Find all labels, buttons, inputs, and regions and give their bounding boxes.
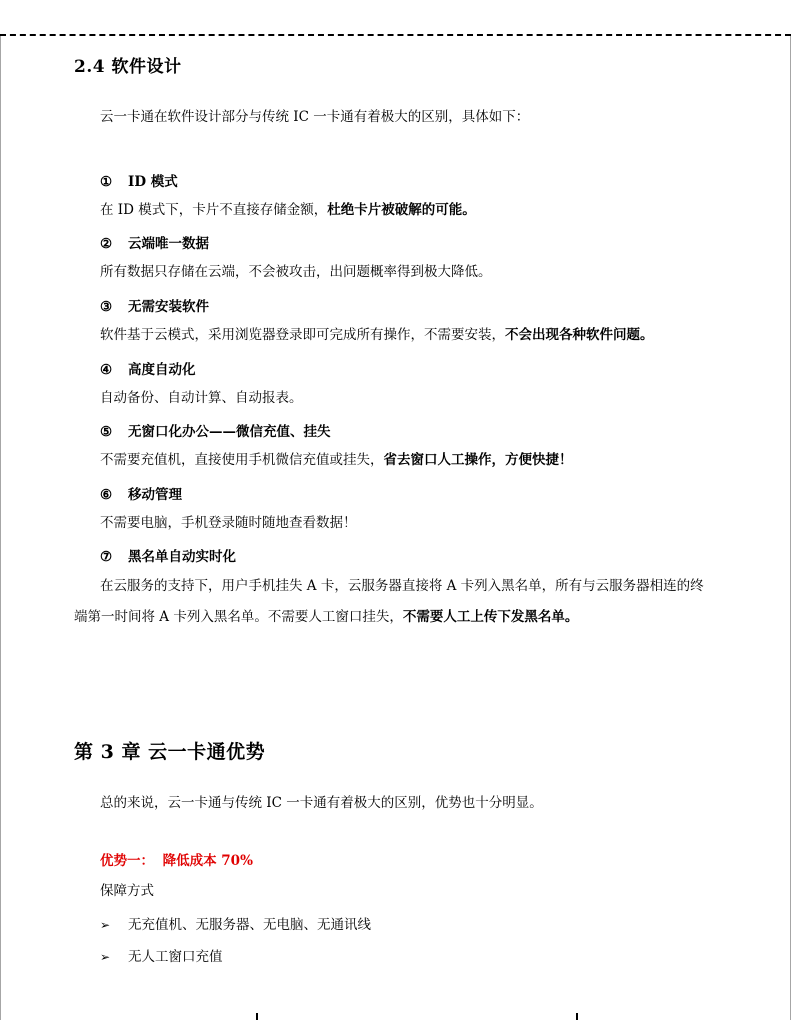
item-number: ③ [100, 299, 113, 315]
chapter-intro: 总的来说，云一卡通与传统 IC 一卡通有着极大的区别，优势也十分明显。 [100, 795, 543, 811]
item-title: 高度自动化 [128, 362, 196, 378]
item-body-bold: 不需要人工上传下发黑名单。 [402, 609, 579, 625]
arrow-bullet-icon: ➢ [100, 950, 111, 964]
item-heading-4 [100, 358, 196, 378]
chapter-heading: 第 3 章 云一卡通优势 [74, 741, 266, 763]
bullet-item-2 [100, 945, 223, 965]
item-number: ④ [100, 362, 113, 378]
advantage-label: 优势一： [100, 853, 154, 869]
item-number: ① [100, 174, 113, 190]
item-text-2 [100, 262, 492, 282]
item-text-5 [100, 450, 573, 470]
bullet-text: 无充值机、无服务器、无电脑、无通讯线 [128, 917, 371, 933]
item-title: 无窗口化办公——微信充值、挂失 [128, 424, 331, 440]
item-heading-2 [100, 232, 209, 252]
item-text-3 [100, 325, 654, 345]
item-body: 端第一时间将 A 卡列入黑名单。不需要人工窗口挂失， [74, 609, 403, 625]
item-text-7-line1 [100, 576, 704, 596]
bullet-text: 无人工窗口充值 [128, 949, 223, 965]
item-body: 不需要电脑，手机登录随时随地查看数据！ [100, 515, 357, 531]
item-body-bold: 不会出现各种软件问题。 [505, 327, 654, 343]
item-text-6 [100, 513, 357, 533]
item-title: ID 模式 [128, 174, 178, 190]
item-text-1 [100, 200, 476, 220]
item-body-bold: 省去窗口人工操作，方便快捷！ [383, 452, 573, 468]
item-number: ⑤ [100, 424, 113, 440]
guarantee-label: 保障方式 [100, 883, 154, 899]
item-heading-3 [100, 295, 209, 315]
item-title: 无需安装软件 [128, 299, 209, 315]
item-heading-5 [100, 420, 331, 440]
section-intro: 云一卡通在软件设计部分与传统 IC 一卡通有着极大的区别，具体如下： [100, 109, 530, 125]
item-body: 自动备份、自动计算、自动报表。 [100, 390, 303, 406]
item-body: 在云服务的支持下，用户手机挂失 A 卡，云服务器直接将 A 卡列入黑名单，所有与云服务器相连的终 [100, 578, 704, 594]
item-heading-6 [100, 483, 182, 503]
item-heading-1 [100, 170, 178, 190]
item-title: 云端唯一数据 [128, 236, 209, 252]
page-bottom-mark [576, 1013, 578, 1020]
advantage-value: 降低成本 70% [162, 853, 253, 869]
item-title: 移动管理 [128, 487, 182, 503]
item-text-4 [100, 388, 303, 408]
item-text-7-line2 [74, 607, 578, 627]
item-body: 软件基于云模式，采用浏览器登录即可完成所有操作，不需要安装， [100, 327, 505, 343]
item-number: ⑥ [100, 487, 113, 503]
section-heading: 2.4 软件设计 [74, 57, 182, 77]
bullet-item-1 [100, 913, 371, 933]
arrow-bullet-icon: ➢ [100, 918, 111, 932]
item-title: 黑名单自动实时化 [128, 549, 236, 565]
item-heading-7 [100, 545, 236, 565]
item-body: 不需要充值机，直接使用手机微信充值或挂失， [100, 452, 384, 468]
item-number: ⑦ [100, 549, 113, 565]
item-number: ② [100, 236, 113, 252]
item-body-bold: 杜绝卡片被破解的可能。 [327, 202, 476, 218]
advantage-heading [100, 851, 253, 871]
page-bottom-mark [256, 1013, 258, 1020]
item-body: 所有数据只存储在云端，不会被攻击，出问题概率得到极大降低。 [100, 264, 492, 280]
item-body: 在 ID 模式下，卡片不直接存储金额， [100, 202, 328, 218]
